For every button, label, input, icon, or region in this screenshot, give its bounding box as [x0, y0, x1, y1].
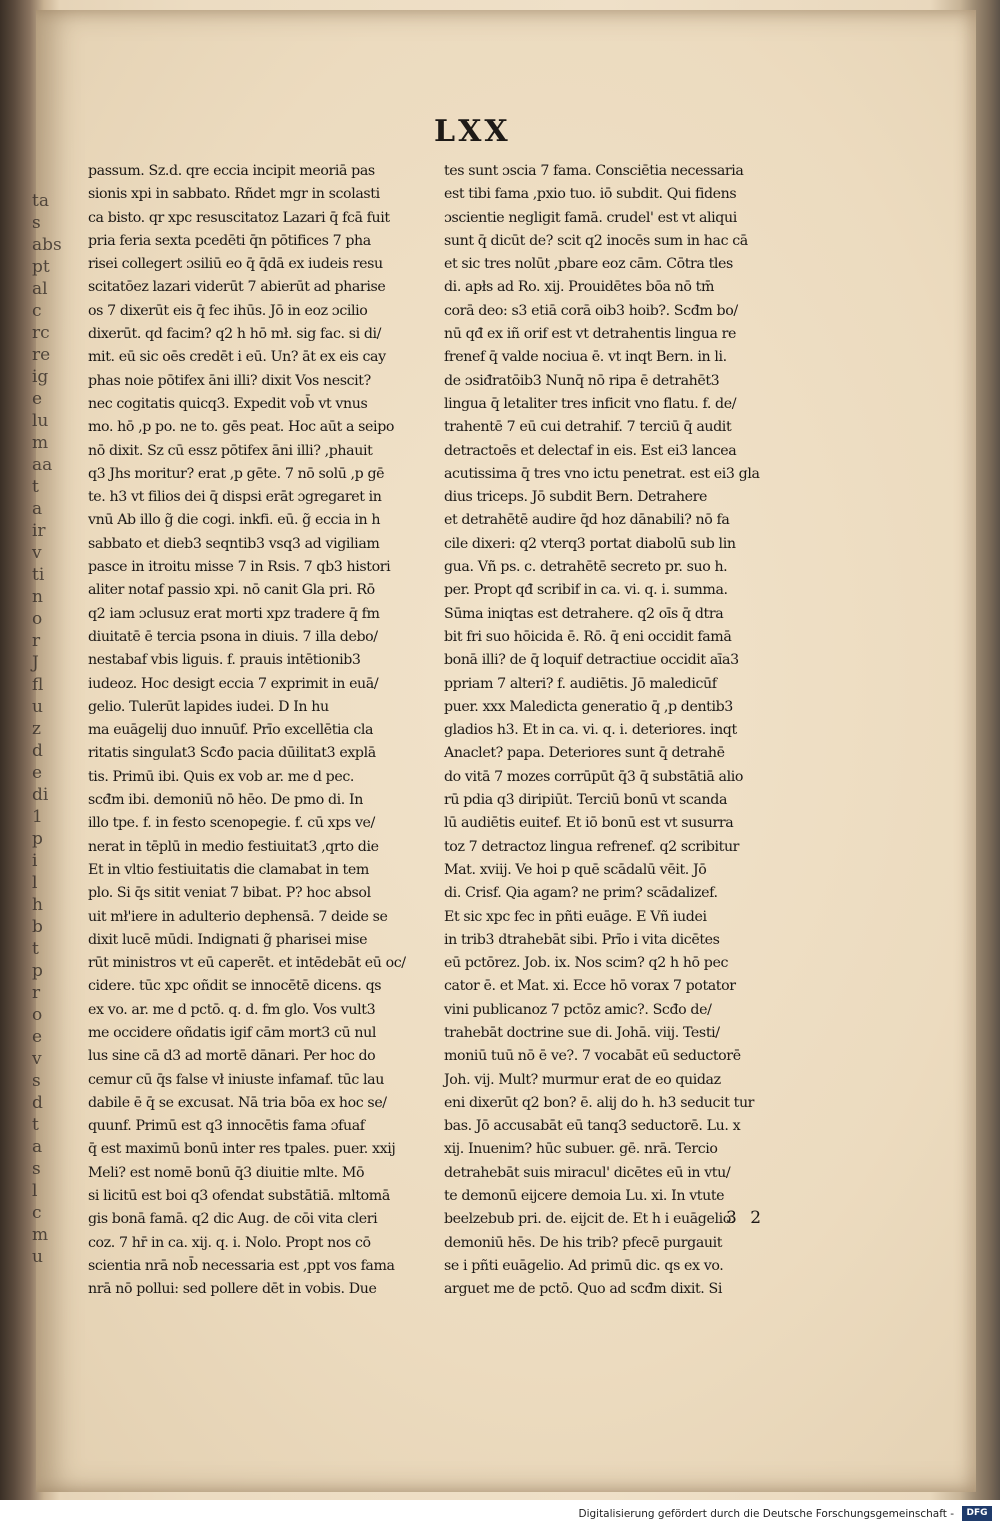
text-line: Joh. vij. Mult? murmur erat de eo quidaz [444, 1071, 721, 1088]
text-line: dabile ē q̄ se excusat. Nā tria bōa ex hoc se/ [88, 1094, 387, 1111]
text-line: lū audiētis euitef. Et iō bonū est vt susurra [444, 815, 734, 832]
text-line: Sūma iniqtas est detrahere. q2 oīs q̄ dtra [444, 605, 724, 622]
text-line: ma euāgelij duo innuūf. Prīo excellētia cla [88, 722, 374, 739]
left-page-fragment: e [32, 763, 43, 783]
text-line: cidere. tūc xpc oñdit se innocētē dicens. qs [88, 978, 382, 995]
text-line: scientia nrā nob̄ necessaria est ,ppt vos fama [88, 1257, 395, 1274]
text-line: arguet me de pctō. Quo ad scđm dixit. Si [444, 1281, 722, 1298]
left-page-fragment: n [32, 587, 43, 607]
text-line: sunt q̄ dicūt de? scit q2 inocēs sum in hac cā [444, 232, 748, 249]
left-page-fragment: fl [32, 675, 44, 695]
text-line: cile dixeri: q2 vterq3 portat diabolū sub lin [444, 535, 736, 552]
text-line: dius triceps. Jō subdit Bern. Detrahere [444, 489, 707, 506]
text-line: de ɔsiđratōib3 Nunq̄ nō ripa ē detrahēt3 [444, 372, 720, 389]
left-page-fragment: l [32, 1181, 38, 1201]
folio-number: LXX [434, 114, 511, 149]
left-page-edge [32, 190, 66, 1290]
text-line: beelzebub pri. de. eijcit de. Et h i euāgelio. [444, 1211, 735, 1228]
text-line: iudeoz. Hoc desigt eccia 7 exprimit in euā/ [88, 675, 379, 692]
text-line: passum. Sz.d. qre eccia incipit meoriā pas [88, 163, 375, 179]
left-page-fragment: ig [32, 367, 49, 387]
text-line: q̄ est maximū bonū inter res tpales. puer. xxij [88, 1141, 396, 1158]
left-page-fragment: e [32, 1027, 43, 1047]
text-line: me occidere oñdatis igif cām mort3 cū nul [88, 1024, 377, 1041]
text-line: in trib3 dtrahebāt sibi. Prīo i vita dicētes [444, 931, 720, 948]
left-page-fragment: u [32, 1247, 43, 1267]
text-line: frenef q̄ valde nociua ē. vt inqt Bern. in li. [444, 349, 727, 366]
text-line: vini publicanoz 7 pctōz amic?. Scđo de/ [444, 1001, 712, 1018]
left-text-column [88, 160, 410, 1302]
text-line: quunf. Primū est q3 innocētis fama ɔfuaf [88, 1118, 365, 1135]
text-line: Et in vltio festiuitatis die clamabat in tem [88, 861, 369, 878]
text-line: se i pñti euāgelio. Ad primū dic. qs ex vo. [444, 1257, 724, 1274]
text-line: trahebāt doctrine sue di. Johā. viij. Testi/ [444, 1024, 720, 1041]
text-line: uit mł'iere in adulterio dephensā. 7 deide se [88, 908, 388, 925]
text-line: bit fri suo hōicida ē. Rō. q̄ eni occidit famā [444, 628, 732, 645]
left-page-fragment: s [32, 1159, 41, 1179]
text-line: bonā illi? de q̄ loquif detractiue occidit aīa3 [444, 652, 739, 669]
text-line: di. apłs ad Ro. xij. Prouidētes bōa nō tm̄ [444, 279, 715, 296]
text-line: scitatōez lazari viderūt 7 abierūt ad pharise [88, 279, 386, 296]
left-page-fragment: s [32, 213, 41, 233]
text-line: Meli? est nomē bonū q̄3 diuitie mlte. Mō [88, 1164, 365, 1181]
text-line: dixit lucē mūdi. Indignati g̃ pharisei mise [88, 931, 368, 948]
left-page-fragment: aa [32, 455, 53, 475]
left-page-fragment: u [32, 697, 43, 717]
text-line: ppriam 7 alteri? f. audiētis. Jō maledicūf [444, 675, 717, 692]
text-line: plo. Si q̄s sitit veniat 7 bibat. P? hoc absol [88, 885, 371, 902]
text-line: scđm ibi. demoniū nō hēo. De pmo di. In [88, 792, 363, 809]
footer-bar [0, 1500, 1000, 1529]
left-page-fragment: a [32, 499, 43, 519]
text-line: lingua q̄ letaliter tres inficit vno flatu. f. de/ [444, 395, 737, 412]
text-line: eni dixerūt q2 bon? ē. alij do h. h3 seducit tur [444, 1094, 755, 1111]
left-page-fragment: c [32, 1203, 42, 1223]
text-line: nerat in tēplū in medio festiuitat3 ,qrto die [88, 838, 379, 855]
text-line: puer. xxx Maledicta generatio q̄ ,p dentib3 [444, 698, 733, 715]
left-page-fragment: a [32, 1137, 43, 1157]
text-line: nec cogitatis quicq3. Expedit vob̄ vt vnus [88, 395, 368, 412]
left-page-fragment: t [32, 1115, 39, 1135]
left-page-fragment: r [32, 983, 41, 1003]
left-page-fragment: ti [32, 565, 45, 585]
text-line: xij. Inuenim? hūc subuer. gē. nrā. Tercio [444, 1141, 718, 1158]
text-line: mo. hō ,p po. ne to. gēs peat. Hoc aūt a seipo [88, 419, 395, 436]
left-page-fragment: abs [32, 235, 62, 255]
text-line: Et sic xpc fec in pñti euāge. E Vñ iudei [444, 908, 707, 925]
text-line: ex vo. ar. me d pctō. q. d. fm glo. Vos vult3 [88, 1001, 376, 1018]
text-line: eū pctōrez. Job. ix. Nos scim? q2 h hō pec [444, 955, 729, 972]
left-page-fragment: v [32, 543, 42, 563]
text-line: gua. Vñ ps. c. detrahētē secreto pr. suo h. [444, 559, 728, 576]
text-line: demoniū hēs. De his trib? pfecē purgauit [444, 1234, 723, 1251]
text-line: pasce in itroitu misse 7 in Rsis. 7 qb3 histori [88, 559, 391, 576]
right-text-column [444, 160, 770, 1302]
text-line: pria feria sexta pcedēti q̄n pōtifices 7 pha [88, 232, 371, 249]
left-page-fragment: m [32, 433, 49, 453]
left-page-fragment: e [32, 389, 43, 409]
left-page-fragment: re [32, 345, 51, 365]
text-line: diuitatē ē tercia psona in diuis. 7 illa debo/ [88, 628, 378, 645]
text-line: cemur cū q̄s false vł iniuste infamaf. tūc lau [88, 1071, 384, 1088]
left-page-fragment: c [32, 301, 42, 321]
left-page-fragment: lu [32, 411, 49, 431]
text-line: gis bonā famā. q2 dic Aug. de cōi vita cleri [88, 1211, 378, 1228]
text-line: acutissima q̄ tres vno ictu penetrat. est ei3 gla [444, 465, 760, 482]
text-line: do vitā 7 mozes corrūpūt q̄3 q̄ substātiā alio [444, 768, 744, 785]
left-page-fragment: v [32, 1049, 42, 1069]
text-line: detrahebāt suis miracul' dicētes eū in vtu/ [444, 1164, 731, 1181]
text-line: lus sine cā d3 ad mortē dānari. Per hoc do [88, 1048, 376, 1065]
left-page-fragment: d [32, 1093, 43, 1113]
text-line: te demonū eijcere demoia Lu. xi. In vtute [444, 1188, 725, 1205]
left-page-fragment: t [32, 477, 39, 497]
left-page-fragment: m [32, 1225, 49, 1245]
text-line: sabbato et dieb3 seqntib3 vsq3 ad vigiliam [88, 535, 380, 552]
left-page-fragment: J [32, 653, 39, 673]
text-line: gelio. Tulerūt lapides iudei. D In hu [88, 698, 329, 715]
left-page-fragment: b [32, 917, 43, 937]
signature-mark: 3 2 [726, 1208, 766, 1228]
left-page-fragment: t [32, 939, 39, 959]
left-page-fragment: ir [32, 521, 46, 541]
text-line: per. Propt qđ scribif in ca. vi. q. i. summa. [444, 582, 728, 599]
left-page-fragment: l [32, 873, 38, 893]
text-line: trahentē 7 eū cui detrahif. 7 terciū q̄ audit [444, 419, 732, 436]
left-page-fragment: rc [32, 323, 50, 343]
text-line: toz 7 detractoz lingua refrenef. q2 scribitur [444, 838, 740, 855]
text-line: vnū Ab illo g̃ die cogi. inkfi. eū. g̃ eccia in h [88, 512, 381, 529]
footer-credit: Digitalisierung gefördert durch die Deutsche Forschungsgemeinschaft - [578, 1508, 954, 1520]
text-line: tis. Primū ibi. Quis ex vob ar. me d pec. [88, 768, 355, 785]
text-line: et sic tres nolūt ,pbare eoz cām. Cōtra tles [444, 256, 733, 273]
text-line: detractoēs et delectaf in eis. Est ei3 lancea [444, 442, 737, 459]
text-line: bas. Jō accusabāt eū tanq3 seductorē. Lu. x [444, 1118, 741, 1135]
left-page-fragment: i [32, 851, 38, 871]
text-line: moniū tuū nō ē ve?. 7 vocabāt eū seductorē [444, 1048, 741, 1065]
text-line: phas noie pōtifex āni illi? dixit Vos nescit? [88, 372, 371, 389]
text-line: os 7 dixerūt eis q̄ fec ihūs. Jō in eoz ɔcilio [88, 302, 368, 319]
left-page-fragment: s [32, 1071, 41, 1091]
text-line: aliter notaf passio xpi. nō canit Gla pri. Rō [88, 582, 375, 599]
text-line: gladios h3. Et in ca. vi. q. i. deteriores. inqt [444, 722, 737, 739]
text-line: risei collegert ɔsiliū eo q̄ q̄dā ex iudeis resu [88, 256, 383, 273]
text-line: te. h3 vt filios dei q̄ dispsi erāt ɔgregaret in [88, 489, 382, 506]
text-line: ritatis singulat3 Scđo pacia dūilitat3 explā [88, 745, 376, 762]
text-line: si licitū est boi q3 ofendat substātiā. mltomā [88, 1188, 390, 1205]
text-line: corā deo: s3 etiā corā oib3 hoib?. Scđm bo/ [444, 302, 738, 319]
left-page-fragment: o [32, 609, 43, 629]
text-line: mit. eū sic oēs credēt i eū. Un? āt ex eis cay [88, 349, 386, 366]
left-page-fragment: p [32, 829, 43, 849]
left-page-fragment: pt [32, 257, 50, 277]
left-page-fragment: d [32, 741, 43, 761]
left-page-fragment: 1 [32, 807, 43, 827]
left-page-fragment: o [32, 1005, 43, 1025]
text-line: rūt ministros vt eū caperēt. et intēdebāt eū oc/ [88, 955, 406, 972]
text-line: nrā nō pollui: sed pollere dēt in vobis. Due [88, 1281, 377, 1298]
text-line: coz. 7 hr̄ in ca. xij. q. i. Nolo. Propt nos cō [88, 1234, 371, 1251]
text-line: et detrahētē audire q̄d hoz dānabili? nō fa [444, 512, 730, 529]
left-page-fragment: r [32, 631, 41, 651]
text-line: nū qđ ex iñ orif est vt detrahentis lingua re [444, 326, 736, 343]
text-line: q3 Jhs moritur? erat ,p gēte. 7 nō solū ,p gē [88, 465, 385, 482]
left-page-fragment: z [32, 719, 41, 739]
text-line: nestabaf vbis liguis. f. prauis intētionib3 [88, 652, 361, 669]
left-page-fragment: di [32, 785, 49, 805]
text-line: cator ē. et Mat. xi. Ecce hō vorax 7 potator [444, 978, 736, 995]
text-line: Mat. xviij. Ve hoi p quē scādalū vēit. Jō [444, 861, 707, 878]
text-line: rū pdia q3 diripiūt. Terciū bonū vt scanda [444, 792, 728, 809]
left-page-fragment: h [32, 895, 43, 915]
text-line: tes sunt ɔscia 7 fama. Consciētia necessaria [444, 163, 744, 179]
text-line: di. Crisf. Qia agam? ne prim? scādalizef. [444, 885, 718, 902]
text-line: dixerūt. qd facim? q2 h hō mł. sig fac. si di/ [88, 326, 382, 343]
dfg-logo: DFG [962, 1506, 992, 1521]
text-line: est tibi fama ,pxio tuo. iō subdit. Qui fidens [444, 186, 737, 203]
text-line: nō dixit. Sz cū essz pōtifex āni illi? ,phauit [88, 442, 373, 459]
left-page-fragment: al [32, 279, 48, 299]
text-line: q2 iam ɔclusuz erat morti xpz tradere q̄ fm [88, 605, 380, 622]
text-line: sionis xpi in sabbato. Rñdet mgr in scolasti [88, 186, 380, 203]
text-line: ɔscientie negligit famā. crudel' est vt aliqui [444, 209, 737, 226]
text-line: ca bisto. qr xpc resuscitatoz Lazari q̄ fcā fuit [88, 209, 390, 226]
left-page-fragment: p [32, 961, 43, 981]
text-line: Anaclet? papa. Deteriores sunt q̄ detrahē [444, 745, 725, 762]
text-line: illo tpe. f. in festo scenopegie. f. cū xps ve/ [88, 815, 375, 832]
left-page-fragment: ta [32, 191, 49, 211]
